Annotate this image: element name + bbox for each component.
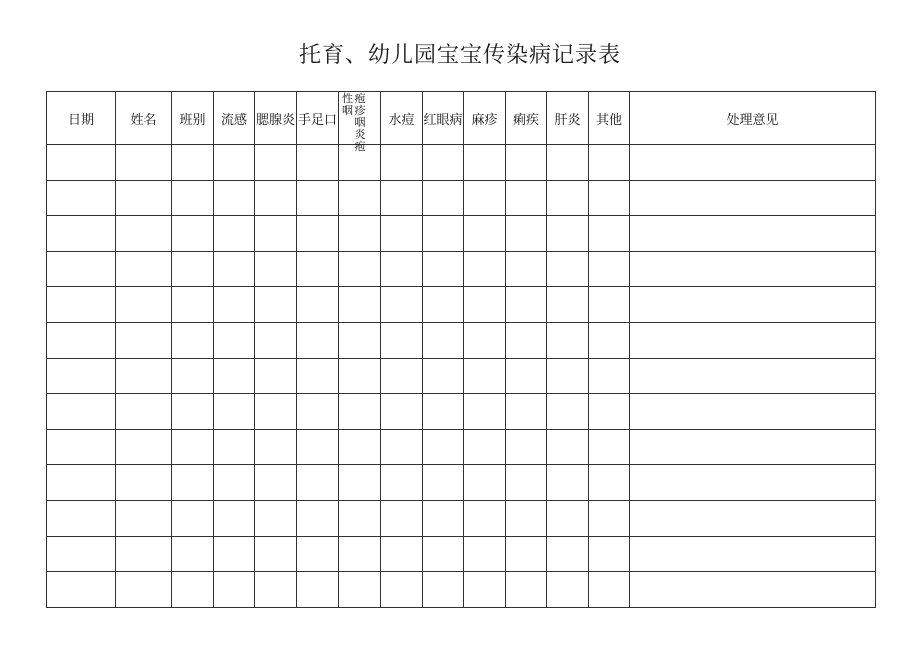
table-cell[interactable] xyxy=(47,536,116,572)
table-row xyxy=(47,287,876,323)
table-cell[interactable] xyxy=(339,180,381,216)
table-cell[interactable] xyxy=(630,216,876,252)
table-cell[interactable] xyxy=(381,287,423,323)
table-cell[interactable] xyxy=(506,322,547,358)
table-cell[interactable] xyxy=(464,287,506,323)
table-row xyxy=(47,536,876,572)
table-cell[interactable] xyxy=(339,322,381,358)
table-cell[interactable] xyxy=(630,322,876,358)
table-cell[interactable] xyxy=(630,536,876,572)
table-cell[interactable] xyxy=(214,572,255,608)
table-row xyxy=(47,465,876,501)
table-cell[interactable] xyxy=(381,145,423,181)
table-cell[interactable] xyxy=(47,145,116,181)
table-cell[interactable] xyxy=(214,358,255,394)
table-cell[interactable] xyxy=(297,536,339,572)
table-cell[interactable] xyxy=(214,500,255,536)
header-chickenpox: 水痘 xyxy=(381,92,423,145)
table-cell[interactable] xyxy=(630,500,876,536)
table-cell[interactable] xyxy=(47,322,116,358)
table-cell[interactable] xyxy=(381,358,423,394)
table-cell[interactable] xyxy=(297,322,339,358)
table-cell[interactable] xyxy=(423,180,464,216)
table-cell[interactable] xyxy=(47,180,116,216)
table-cell[interactable] xyxy=(255,465,297,501)
table-cell[interactable] xyxy=(339,500,381,536)
table-cell[interactable] xyxy=(506,465,547,501)
record-body xyxy=(47,145,876,608)
table-cell[interactable] xyxy=(506,251,547,287)
table-cell[interactable] xyxy=(255,216,297,252)
table-cell[interactable] xyxy=(116,429,172,465)
table-cell[interactable] xyxy=(589,216,630,252)
table-cell[interactable] xyxy=(297,429,339,465)
table-cell[interactable] xyxy=(255,429,297,465)
table-cell[interactable] xyxy=(116,536,172,572)
table-cell[interactable] xyxy=(214,180,255,216)
table-cell[interactable] xyxy=(172,145,214,181)
table-cell[interactable] xyxy=(214,287,255,323)
table-cell[interactable] xyxy=(506,145,547,181)
table-cell[interactable] xyxy=(381,536,423,572)
table-cell[interactable] xyxy=(464,500,506,536)
table-cell[interactable] xyxy=(339,216,381,252)
table-cell[interactable] xyxy=(464,180,506,216)
table-cell[interactable] xyxy=(255,145,297,181)
table-cell[interactable] xyxy=(255,358,297,394)
table-cell[interactable] xyxy=(381,180,423,216)
page-title: 托育、幼儿园宝宝传染病记录表 xyxy=(298,43,621,68)
table-cell[interactable] xyxy=(547,572,589,608)
table-cell[interactable] xyxy=(589,180,630,216)
header-row xyxy=(47,92,876,145)
table-cell[interactable] xyxy=(214,145,255,181)
table-cell[interactable] xyxy=(47,216,116,252)
header-herpangina-part-b: 疱疹咽炎疱 xyxy=(354,92,366,153)
table-cell[interactable] xyxy=(630,572,876,608)
table-cell[interactable] xyxy=(630,358,876,394)
header-mumps: 腮腺炎 xyxy=(255,92,297,145)
table-cell[interactable] xyxy=(506,536,547,572)
table-cell[interactable] xyxy=(172,394,214,430)
table-cell[interactable] xyxy=(214,394,255,430)
table-row xyxy=(47,322,876,358)
table-cell[interactable] xyxy=(464,145,506,181)
table-row xyxy=(47,216,876,252)
table-cell[interactable] xyxy=(630,287,876,323)
table-cell[interactable] xyxy=(423,251,464,287)
table-cell[interactable] xyxy=(116,358,172,394)
table-cell[interactable] xyxy=(464,394,506,430)
table-cell[interactable] xyxy=(297,180,339,216)
table-cell[interactable] xyxy=(547,536,589,572)
table-cell[interactable] xyxy=(297,358,339,394)
table-row xyxy=(47,500,876,536)
table-cell[interactable] xyxy=(116,500,172,536)
table-cell[interactable] xyxy=(339,429,381,465)
table-cell[interactable] xyxy=(506,287,547,323)
table-cell[interactable] xyxy=(464,465,506,501)
table-cell[interactable] xyxy=(506,180,547,216)
table-cell[interactable] xyxy=(339,465,381,501)
header-hfmd: 手足口 xyxy=(297,92,339,145)
table-cell[interactable] xyxy=(547,180,589,216)
table-cell[interactable] xyxy=(423,287,464,323)
table-cell[interactable] xyxy=(506,572,547,608)
header-handling: 处理意见 xyxy=(630,92,876,145)
table-cell[interactable] xyxy=(214,536,255,572)
table-cell[interactable] xyxy=(116,251,172,287)
table-cell[interactable] xyxy=(547,429,589,465)
record-table xyxy=(46,91,876,608)
header-herpangina-part-a: 性咽 xyxy=(342,92,353,117)
table-cell[interactable] xyxy=(172,500,214,536)
table-cell[interactable] xyxy=(255,287,297,323)
table-cell[interactable] xyxy=(381,572,423,608)
table-cell[interactable] xyxy=(547,216,589,252)
table-row xyxy=(47,251,876,287)
table-cell[interactable] xyxy=(381,322,423,358)
table-cell[interactable] xyxy=(381,394,423,430)
table-row xyxy=(47,145,876,181)
table-cell[interactable] xyxy=(589,429,630,465)
table-cell[interactable] xyxy=(464,572,506,608)
table-cell[interactable] xyxy=(506,500,547,536)
table-cell[interactable] xyxy=(547,358,589,394)
table-cell[interactable] xyxy=(297,145,339,181)
header-hepatitis: 肝炎 xyxy=(547,92,589,145)
table-cell[interactable] xyxy=(589,465,630,501)
table-cell[interactable] xyxy=(589,536,630,572)
table-cell[interactable] xyxy=(381,429,423,465)
header-date: 日期 xyxy=(47,92,116,145)
table-cell[interactable] xyxy=(47,358,116,394)
table-cell[interactable] xyxy=(464,429,506,465)
table-cell[interactable] xyxy=(423,145,464,181)
header-pinkeye: 红眼病 xyxy=(423,92,464,145)
table-cell[interactable] xyxy=(423,572,464,608)
table-cell[interactable] xyxy=(255,251,297,287)
table-cell[interactable] xyxy=(255,322,297,358)
table-cell[interactable] xyxy=(589,251,630,287)
table-cell[interactable] xyxy=(339,394,381,430)
table-cell[interactable] xyxy=(547,500,589,536)
table-cell[interactable] xyxy=(423,465,464,501)
table-cell[interactable] xyxy=(506,358,547,394)
table-cell[interactable] xyxy=(297,572,339,608)
table-cell[interactable] xyxy=(47,394,116,430)
table-cell[interactable] xyxy=(630,394,876,430)
table-cell[interactable] xyxy=(464,358,506,394)
table-cell[interactable] xyxy=(172,287,214,323)
table-row xyxy=(47,180,876,216)
table-cell[interactable] xyxy=(297,500,339,536)
header-herpangina xyxy=(339,92,381,153)
table-cell[interactable] xyxy=(630,145,876,181)
table-cell[interactable] xyxy=(214,429,255,465)
table-cell[interactable] xyxy=(214,465,255,501)
table-cell[interactable] xyxy=(423,500,464,536)
table-cell[interactable] xyxy=(423,322,464,358)
table-cell[interactable] xyxy=(464,251,506,287)
table-cell[interactable] xyxy=(547,394,589,430)
table-cell[interactable] xyxy=(172,536,214,572)
table-cell[interactable] xyxy=(630,465,876,501)
header-class: 班别 xyxy=(172,92,214,145)
table-cell[interactable] xyxy=(423,429,464,465)
table-cell[interactable] xyxy=(547,287,589,323)
table-cell[interactable] xyxy=(172,180,214,216)
table-cell[interactable] xyxy=(47,572,116,608)
table-cell[interactable] xyxy=(255,394,297,430)
table-cell[interactable] xyxy=(297,251,339,287)
table-cell[interactable] xyxy=(423,536,464,572)
table-row xyxy=(47,572,876,608)
table-cell[interactable] xyxy=(381,251,423,287)
table-cell[interactable] xyxy=(506,394,547,430)
table-cell[interactable] xyxy=(116,465,172,501)
table-cell[interactable] xyxy=(589,145,630,181)
table-cell[interactable] xyxy=(172,465,214,501)
table-cell[interactable] xyxy=(214,251,255,287)
table-cell[interactable] xyxy=(172,572,214,608)
table-cell[interactable] xyxy=(381,465,423,501)
table-cell[interactable] xyxy=(381,216,423,252)
table-cell[interactable] xyxy=(339,251,381,287)
table-cell[interactable] xyxy=(255,500,297,536)
table-cell[interactable] xyxy=(116,287,172,323)
header-name: 姓名 xyxy=(116,92,172,145)
table-cell[interactable] xyxy=(297,216,339,252)
table-cell[interactable] xyxy=(297,394,339,430)
table-cell[interactable] xyxy=(589,500,630,536)
table-cell[interactable] xyxy=(339,572,381,608)
table-cell[interactable] xyxy=(547,322,589,358)
table-cell[interactable] xyxy=(589,287,630,323)
table-cell[interactable] xyxy=(255,536,297,572)
table-row xyxy=(47,394,876,430)
table-cell[interactable] xyxy=(423,216,464,252)
table-cell[interactable] xyxy=(47,429,116,465)
table-cell[interactable] xyxy=(47,500,116,536)
table-cell[interactable] xyxy=(255,572,297,608)
table-cell[interactable] xyxy=(214,322,255,358)
table-cell[interactable] xyxy=(172,251,214,287)
table-cell[interactable] xyxy=(214,216,255,252)
table-cell[interactable] xyxy=(172,216,214,252)
table-cell[interactable] xyxy=(506,216,547,252)
table-cell[interactable] xyxy=(464,216,506,252)
table-cell[interactable] xyxy=(339,287,381,323)
table-cell[interactable] xyxy=(339,536,381,572)
table-cell[interactable] xyxy=(172,322,214,358)
table-cell[interactable] xyxy=(423,394,464,430)
table-cell[interactable] xyxy=(339,358,381,394)
table-cell[interactable] xyxy=(630,429,876,465)
table-cell[interactable] xyxy=(547,145,589,181)
table-cell[interactable] xyxy=(630,180,876,216)
table-cell[interactable] xyxy=(506,429,547,465)
table-cell[interactable] xyxy=(116,216,172,252)
header-measles: 麻疹 xyxy=(464,92,506,145)
table-cell[interactable] xyxy=(589,394,630,430)
header-dysentery: 痢疾 xyxy=(506,92,547,145)
table-cell[interactable] xyxy=(297,287,339,323)
table-cell[interactable] xyxy=(464,322,506,358)
table-cell[interactable] xyxy=(630,251,876,287)
table-cell[interactable] xyxy=(172,429,214,465)
table-cell[interactable] xyxy=(547,465,589,501)
table-cell[interactable] xyxy=(116,322,172,358)
table-cell[interactable] xyxy=(297,465,339,501)
table-cell[interactable] xyxy=(47,465,116,501)
table-cell[interactable] xyxy=(47,287,116,323)
table-cell[interactable] xyxy=(464,536,506,572)
header-flu: 流感 xyxy=(214,92,255,145)
table-cell[interactable] xyxy=(116,572,172,608)
table-cell[interactable] xyxy=(547,251,589,287)
table-cell[interactable] xyxy=(589,358,630,394)
table-cell[interactable] xyxy=(423,358,464,394)
table-cell[interactable] xyxy=(172,358,214,394)
table-cell[interactable] xyxy=(255,180,297,216)
table-cell[interactable] xyxy=(589,322,630,358)
table-cell[interactable] xyxy=(116,145,172,181)
table-cell[interactable] xyxy=(116,180,172,216)
table-cell[interactable] xyxy=(116,394,172,430)
table-row xyxy=(47,429,876,465)
table-cell[interactable] xyxy=(47,251,116,287)
table-cell[interactable] xyxy=(381,500,423,536)
table-row xyxy=(47,358,876,394)
table-cell[interactable] xyxy=(589,572,630,608)
header-other: 其他 xyxy=(589,92,630,145)
